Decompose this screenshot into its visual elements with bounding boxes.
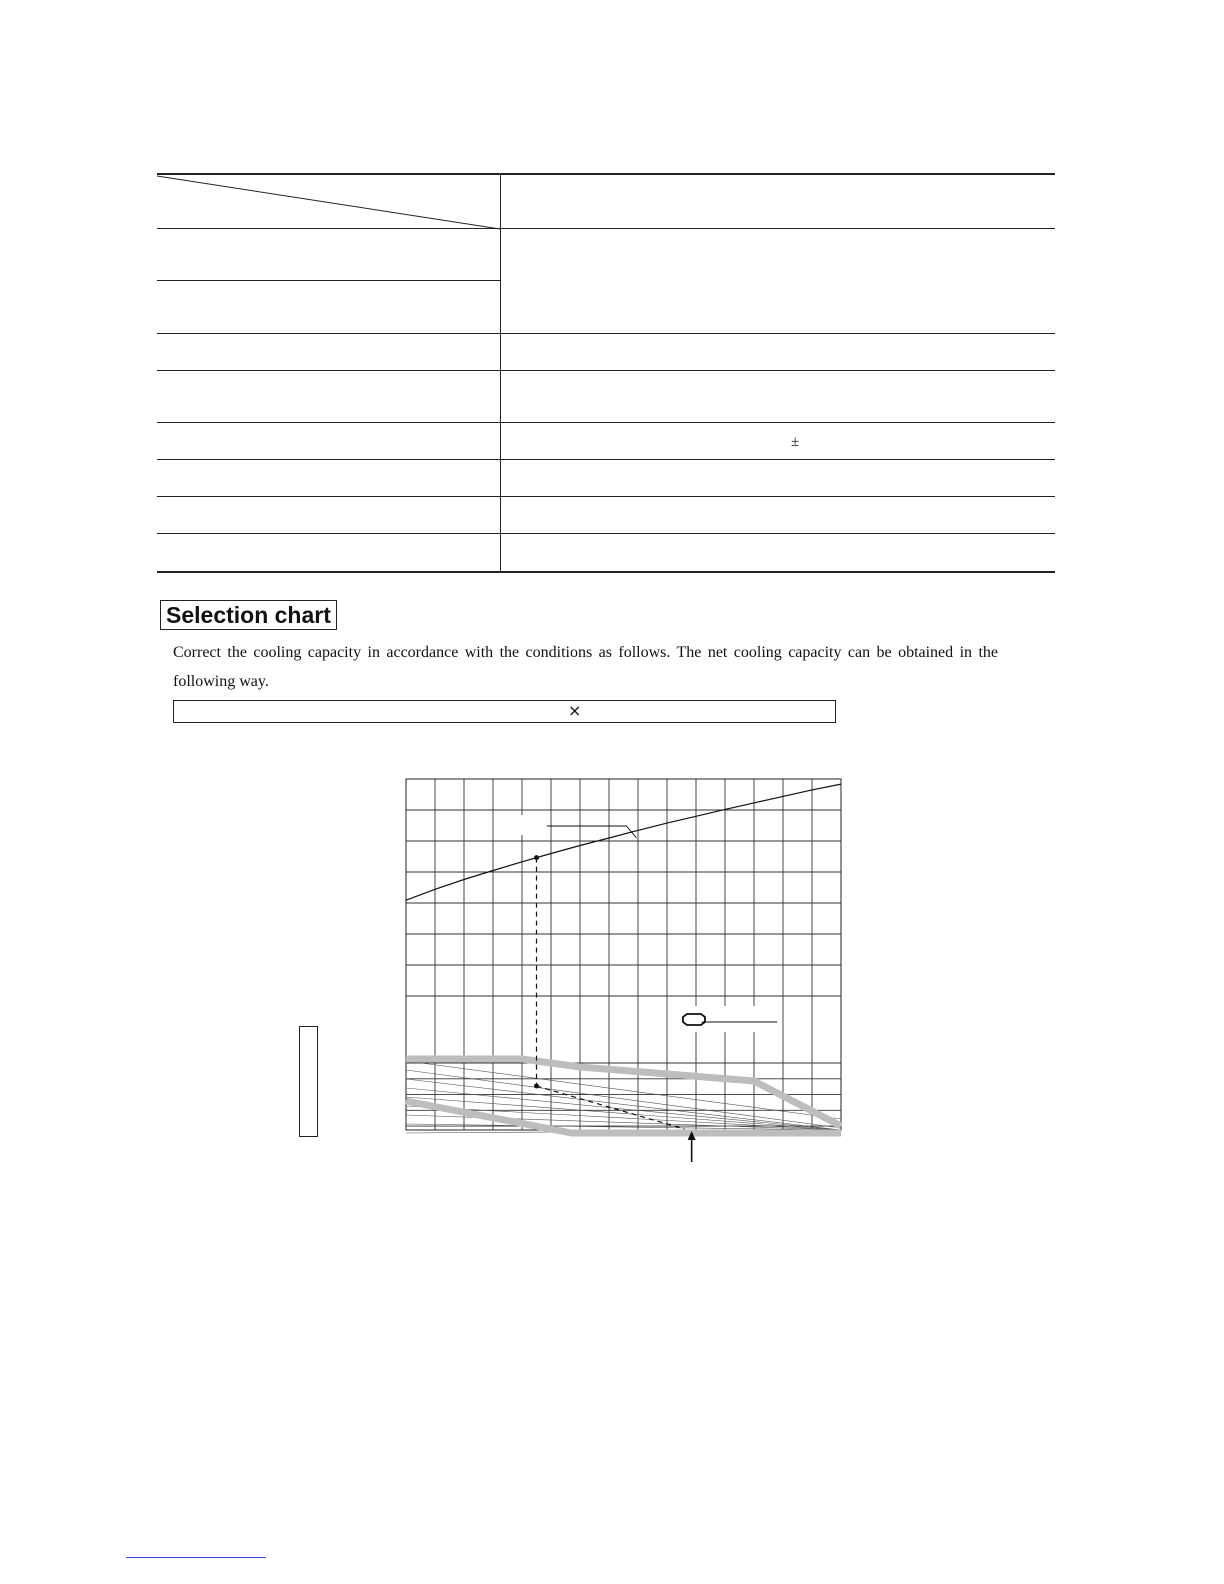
legend-box	[299, 1026, 318, 1137]
capacity-curve	[406, 784, 841, 900]
plus-minus-symbol: ±	[791, 434, 800, 450]
intro-paragraph: Correct the cooling capacity in accordance with the conditions as follows. The net cooling capacity can be obtained in the following way.	[173, 644, 998, 690]
section-title: Selection chart	[160, 600, 337, 630]
chart-grid	[406, 779, 841, 1133]
lower-limit-band	[406, 1101, 841, 1133]
chart-bands	[406, 1059, 841, 1133]
multiply-operator: ×	[568, 701, 582, 720]
curve-label-leader	[545, 826, 636, 838]
section-label-mask	[673, 1006, 755, 1032]
footer-link-rule	[126, 1557, 266, 1558]
curve-label-mask	[515, 815, 547, 835]
chart-curve	[406, 784, 841, 900]
chart-frame	[406, 779, 841, 1130]
reference-point-upper	[534, 855, 539, 860]
